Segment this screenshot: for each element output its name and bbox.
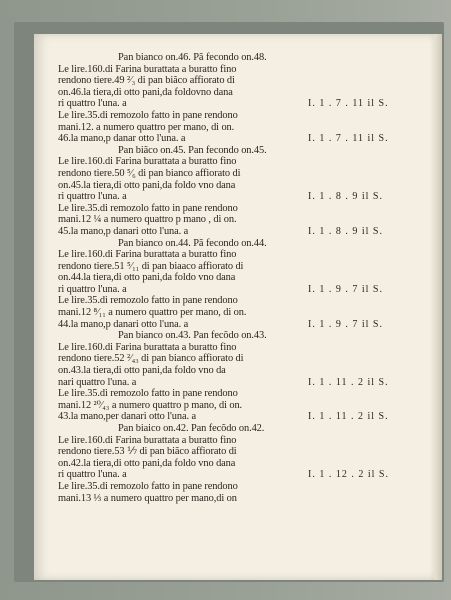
section-heading <box>58 52 418 64</box>
page-text <box>58 52 418 504</box>
text-line <box>58 168 418 180</box>
line-text: ri quattro l'una. a <box>58 469 127 481</box>
text-line <box>58 458 418 470</box>
line-text: rendono tiere.49 ²⁄₃ di pan biãco affiorato di <box>58 75 235 87</box>
line-text: Le lire.160.di Farina burattata a buratto fino <box>58 156 237 168</box>
line-text: on.45.la tiera,di otto pani,da foldo vno dana <box>58 179 236 191</box>
text-line <box>58 319 418 331</box>
price-amount: I. 1 . 7 . 11 il S. <box>308 98 389 110</box>
text-line <box>58 377 418 389</box>
text-line <box>58 284 418 296</box>
line-text: on.42.la tiera,di otto pani,da foldo vno dana <box>58 457 236 469</box>
text-line <box>58 493 418 505</box>
text-line <box>58 180 418 192</box>
price-amount: I. 1 . 11 . 2 il S. <box>308 376 389 388</box>
line-text: rendono tiere.52 ²⁄₄₃ di pan bianco affiorato di <box>58 353 244 365</box>
section-heading <box>58 145 418 157</box>
line-text: Pan biãco on.45. Pan fecondo on.45. <box>118 144 267 156</box>
section-heading <box>58 423 418 435</box>
text-line <box>58 249 418 261</box>
text-line <box>58 272 418 284</box>
text-line <box>58 87 418 99</box>
text-line <box>58 307 418 319</box>
text-line <box>58 156 418 168</box>
line-text: mani.12 ⁸⁄₁₁ a numero quattro per mano, di on. <box>58 307 247 319</box>
text-line <box>58 133 418 145</box>
price-amount: I. 1 . 9 . 7 il S. <box>308 283 383 295</box>
text-line <box>58 75 418 87</box>
text-line <box>58 295 418 307</box>
line-text: mani.13 ⅓ a numero quattro per mano,di on <box>58 492 237 504</box>
text-line <box>58 400 418 412</box>
line-text: Le lire.160.di Farina burattata a buratto fino <box>58 249 237 261</box>
price-amount: I. 1 . 9 . 7 il S. <box>308 318 383 330</box>
text-line <box>58 353 418 365</box>
line-text: Le lire.35.di remozolo fatto in pane rendono <box>58 388 238 400</box>
line-text: rendono tiere.53 ⅐ di pan biãco affiorato di <box>58 446 237 458</box>
text-line <box>58 191 418 203</box>
text-line <box>58 481 418 493</box>
line-text: ri quattro l'una. a <box>58 98 127 110</box>
line-text: 46.la mano,p danar otto l'una. a <box>58 133 186 145</box>
line-text: rendono tiere.50 ⁵⁄₆ di pan bianco affiorato di <box>58 167 241 179</box>
line-text: nari quattro l'una. a <box>58 376 137 388</box>
line-text: Le lire.35.di remozolo fatto in pane rendono <box>58 480 238 492</box>
line-text: Le lire.160.di Farina burattata a buratto fino <box>58 63 237 75</box>
text-line <box>58 110 418 122</box>
line-text: mani.12 ²⁰⁄₄₃ a numero quattro p mano, di on. <box>58 399 243 411</box>
line-text: Le lire.35.di remozolo fatto in pane rendono <box>58 295 238 307</box>
line-text: Le lire.35.di remozolo fatto in pane rendono <box>58 109 238 121</box>
text-line <box>58 342 418 354</box>
line-text: Le lire.160.di Farina burattata a buratto fino <box>58 341 237 353</box>
text-line <box>58 469 418 481</box>
line-text: on.44.la tiera,di otto pani,da foldo vno dana <box>58 272 236 284</box>
text-line <box>58 64 418 76</box>
line-text: mani.12. a numero quattro per mano, di on. <box>58 121 235 133</box>
line-text: Le lire.160.di Farina burattata a buratto fino <box>58 434 237 446</box>
line-text: ri quattro l'una. a <box>58 191 127 203</box>
text-line <box>58 226 418 238</box>
line-text: on.46.la tiera,di otto pani,da foldovno dana <box>58 86 233 98</box>
page-edge <box>434 34 442 580</box>
line-text: 43.la mano,per danari otto l'una. a <box>58 411 197 423</box>
text-line <box>58 122 418 134</box>
line-text: on.43.la tiera,di otto pani,da foldo vno da <box>58 365 226 377</box>
text-line <box>58 98 418 110</box>
text-line <box>58 411 418 423</box>
price-amount: I. 1 . 11 . 2 il S. <box>308 411 389 423</box>
text-line <box>58 365 418 377</box>
text-line <box>58 203 418 215</box>
line-text: 44.la mano,p danari otto l'una. a <box>58 318 189 330</box>
section-heading <box>58 238 418 250</box>
text-line <box>58 214 418 226</box>
text-line <box>58 388 418 400</box>
section-heading <box>58 330 418 342</box>
price-amount: I. 1 . 8 . 9 il S. <box>308 225 383 237</box>
line-text: Le lire.35.di remozolo fatto in pane rendono <box>58 202 238 214</box>
line-text: rendono tiere.51 ⁵⁄₁₁ di pan biaaco affiorato di <box>58 260 244 272</box>
line-text: ri quattro l'una. a <box>58 283 127 295</box>
line-text: mani.12 ¼ a numero quattro p mano , di on. <box>58 214 237 226</box>
price-amount: I. 1 . 7 . 11 il S. <box>308 133 389 145</box>
line-text: Pan bianco on.44. Pã fecondo on.44. <box>118 237 267 249</box>
text-line <box>58 261 418 273</box>
line-text: Pan bianco on.46. Pã fecondo on.48. <box>118 52 267 63</box>
price-amount: I. 1 . 12 . 2 il S. <box>308 469 389 481</box>
text-line <box>58 435 418 447</box>
text-line <box>58 446 418 458</box>
price-amount: I. 1 . 8 . 9 il S. <box>308 191 383 203</box>
line-text: Pan bianco on.43. Pan fecõdo on.43. <box>118 330 267 342</box>
line-text: 45.la mano,p danari otto l'una. a <box>58 225 189 237</box>
line-text: Pan biaico on.42. Pan fecõdo on.42. <box>118 423 265 434</box>
